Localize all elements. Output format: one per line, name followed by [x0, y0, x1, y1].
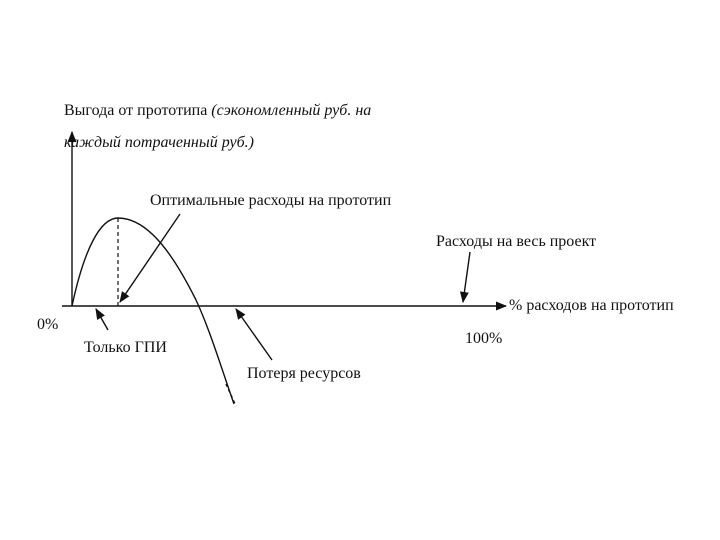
benefit-curve [72, 218, 234, 404]
y-axis-label-main: Выгода от прототипа [64, 102, 208, 119]
optimal-arrow [120, 214, 180, 302]
resource-loss-label: Потеря ресурсов [247, 365, 361, 382]
whole-project-arrow [463, 252, 470, 302]
y-axis-label-line2: каждый потраченный руб.) [64, 134, 254, 151]
whole-project-label: Расходы на весь проект [436, 233, 597, 250]
y-axis-label [64, 102, 371, 120]
end-label: 100% [465, 330, 503, 347]
y-axis-label-italic: (сэкономленный руб. на [211, 102, 372, 119]
benefit-curve-tail [226, 384, 236, 406]
resource-loss-arrow [236, 309, 272, 360]
x-axis-label: % расходов на прототип [509, 297, 674, 314]
gui-only-arrow [96, 309, 108, 330]
origin-label: 0% [37, 316, 59, 333]
gui-only-label: Только ГПИ [84, 339, 167, 356]
optimal-spending-label: Оптимальные расходы на прототип [150, 192, 392, 209]
